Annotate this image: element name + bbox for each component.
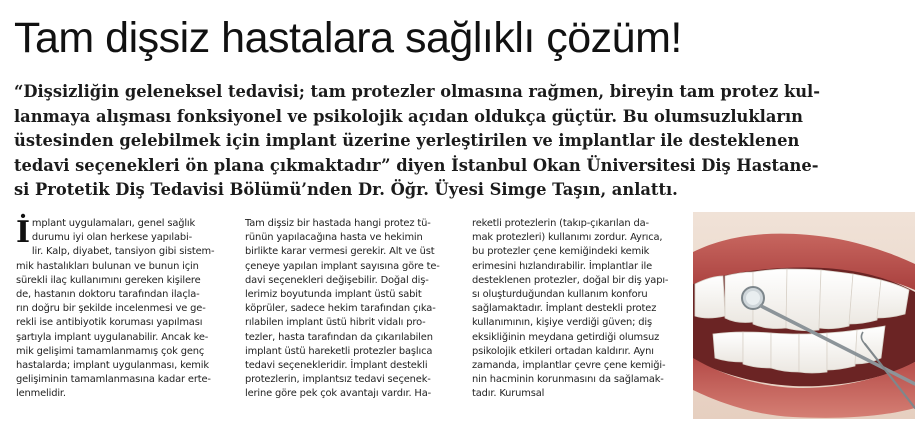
dropcap: İ: [16, 215, 30, 250]
body-line: hastalarda; implant uygulanması, kemik: [16, 360, 209, 372]
body-line: bu protezler çene kemiğindeki kemik: [472, 246, 650, 258]
body-line: mak protezleri) kullanımı zordur. Ayrıca,: [472, 232, 663, 244]
lead-line: si Protetik Diş Tedavisi Bölümü’nden Dr. Öğr. Üyesi Simge Taşın, anlattı.: [14, 180, 678, 200]
body-column-3: [472, 217, 692, 402]
body-line: rılabilen implant üstü hibrit vidalı pro-: [245, 317, 426, 329]
body-line: eksikliğinin meydana getirdiği olumsuz: [472, 331, 660, 343]
body-line: mplant uygulamaları, genel sağlık: [31, 218, 196, 229]
body-line: davi seçenekleri değişebilir. Doğal diş-: [245, 274, 429, 286]
lead-paragraph: [14, 80, 910, 203]
body-line: de, hastanın doktoru tarafından ilaçla-: [16, 289, 200, 301]
body-line: köprüler, sadece hekim tarafından çıka-: [245, 303, 436, 315]
body-line: mik hastalıkları bulunan ve bunun için: [16, 260, 199, 272]
body-line: rünün yapılacağına hasta ve hekimin: [245, 232, 423, 244]
body-line: tezler, hasta tarafından da çıkarılabilen: [245, 331, 433, 343]
body-line: lir. Kalp, diyabet, tansiyon gibi sistem-: [31, 246, 215, 258]
body-line: çeneye yapılan implant sayısına göre te-: [245, 260, 440, 272]
body-line: erimesini hızlandırabilir. İmplantlar ile: [472, 260, 653, 272]
body-line: sağlamaktadır. İmplant destekli protez: [472, 303, 657, 315]
body-column-1: [16, 217, 237, 402]
body-line: mik gelişimi tamamlanmamış çok genç: [16, 345, 205, 357]
body-column-2: [245, 217, 460, 402]
smile-dental-mirror-photo-icon: [693, 212, 915, 419]
body-line: durumu iyi olan herkese yapılabi-: [31, 232, 192, 244]
body-line: lerine göre pek çok avantajı vardır. Ha-: [245, 388, 432, 400]
body-line: protezlerin, implantsız tedavi seçenek-: [245, 374, 431, 386]
lead-line: lanmaya alışması fonksiyonel ve psikolojik açıdan oldukça güçtür. Bu olumsuzlukların: [14, 106, 803, 126]
lead-line: tedavi seçenekleri ön plana çıkmaktadır” diyen İstanbul Okan Üniversitesi Diş Hastane-: [14, 155, 819, 175]
body-line: tedavi seçenekleridir. İmplant destekli: [245, 360, 428, 372]
body-line: birlikte karar vermesi gerekir. Alt ve üst: [245, 246, 435, 258]
body-line: gelişiminin tamamlanmasına kadar erte-: [16, 374, 211, 386]
smile-photo: [693, 212, 915, 419]
body-line: lenmelidir.: [16, 388, 66, 400]
body-line: zamanda, implantlar çevre çene kemiği-: [472, 360, 666, 372]
body-line: Tam dişsiz bir hastada hangi protez tü-: [245, 218, 431, 229]
body-line: reketli protezlerin (takıp-çıkarılan da-: [472, 218, 649, 229]
body-line: lerimiz boyutunda implant üstü sabit: [245, 289, 422, 301]
body-line: rekli ise antibiyotik koruması yapılması: [16, 317, 203, 329]
headline: Tam dişsiz hastalara sağlıklı çözüm!: [14, 14, 682, 62]
body-line: desteklenen protezler, doğal bir diş yapı-: [472, 274, 669, 286]
body-line: psikolojik etkileri ortadan kaldırır. Aynı: [472, 345, 654, 357]
body-line: sürekli ilaç kullanımını gereken kişilere: [16, 274, 201, 286]
lead-line: “Dişsizliğin geleneksel tedavisi; tam protezler olmasına rağmen, bireyin tam protez kul-: [14, 82, 821, 101]
body-line: sı oluşturduğundan kullanım konforu: [472, 289, 648, 301]
body-line: nin hacminin korunmasını da sağlamak-: [472, 374, 664, 386]
body-line: implant üstü hareketli protezler başlıca: [245, 345, 433, 357]
body-line: kullanımının, kişiye verdiği güven; diş: [472, 317, 652, 329]
body-line: şartıyla implant uygulanabilir. Ancak ke-: [16, 331, 209, 343]
body-line: tadır. Kurumsal: [472, 388, 545, 400]
body-line: rın doğru bir şekilde incelenmesi ve ge-: [16, 303, 206, 315]
lead-line: üstesinden gelebilmek için implant üzerine yerleştirilen ve implantlar ile desteklenen: [14, 131, 800, 151]
